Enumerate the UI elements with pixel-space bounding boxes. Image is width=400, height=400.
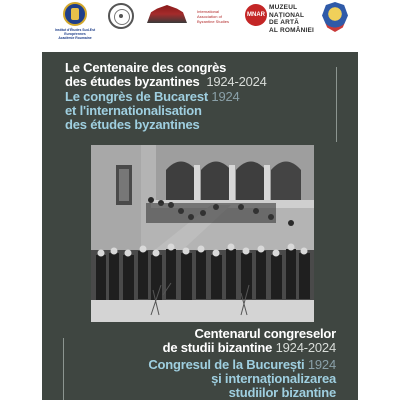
- congress-group-photo-icon: [91, 145, 314, 322]
- association-name: International Association of Byzantine Studies: [197, 9, 230, 24]
- romanian-subtitle: Congresul de la București 1924 și internaționalizarea studiilor bizantine: [148, 357, 336, 400]
- frame-line-right: [336, 67, 337, 142]
- french-subtitle: Le congrès de Bucarest 1924 et l'internationalisation des études byzantines: [65, 89, 240, 132]
- logo-strip: [0, 0, 400, 50]
- romanian-years: 1924-2024: [275, 340, 336, 355]
- frame-line-left: [63, 338, 64, 400]
- association-seal-icon: [108, 3, 134, 29]
- institute-logo: [45, 2, 105, 48]
- historical-photo: [91, 145, 314, 322]
- museum-name: MUZEUL NAȚIONAL DE ARTĂ AL ROMÂNIEI: [269, 4, 315, 34]
- coat-of-arms-icon: [322, 2, 348, 32]
- museum-badge: MNAR: [245, 4, 267, 26]
- church-arch-logo-icon: [147, 5, 187, 23]
- poster: [42, 52, 358, 400]
- romanian-title: Centenarul congreselor de studii bizantine 1924-2024: [162, 326, 336, 355]
- institute-seal-icon: [63, 2, 87, 26]
- institute-name: Institut d'Études Sud-Est Européennes Académie Roumaine: [54, 28, 96, 40]
- french-title: Le Centenaire des congrès des études byzantines 1924-2024: [65, 60, 267, 89]
- french-years: 1924-2024: [206, 74, 267, 89]
